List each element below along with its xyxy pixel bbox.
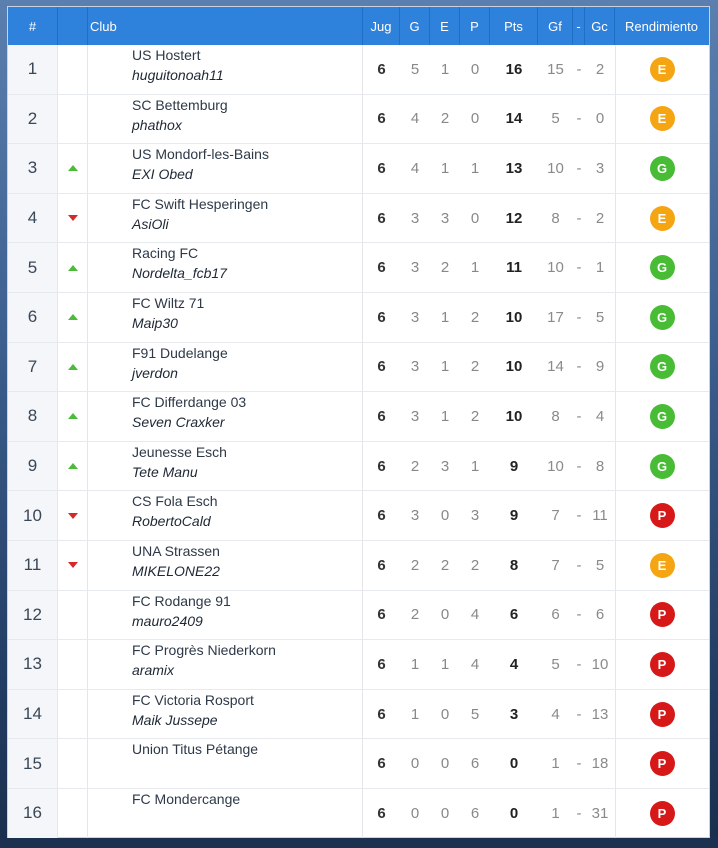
row-points: 12 [505,209,523,227]
performance-badge: G [650,156,675,181]
row-performance [615,293,708,342]
row-club[interactable] [88,293,363,342]
row-position: 12 [8,591,58,640]
row-performance [615,442,708,491]
performance-badge: G [650,454,675,479]
row-points: 13 [505,159,523,177]
club-name[interactable]: FC Victoria Rosport [132,691,254,708]
row-won: 5 [410,60,420,78]
manager-name[interactable]: MIKELONE22 [132,562,220,579]
row-separator: - [576,259,582,277]
row-lost: 1 [470,159,480,177]
header-performance[interactable]: Rendimiento [625,18,698,34]
row-lost: 0 [470,110,480,128]
row-goals-against: 18 [591,755,609,773]
row-goals-against: 31 [591,804,609,822]
row-trend [58,45,88,94]
performance-badge: P [650,503,675,528]
row-points: 9 [509,507,519,525]
row-won: 3 [410,407,420,425]
row-lost: 6 [470,755,480,773]
row-trend [58,541,88,590]
club-name[interactable]: FC Wiltz 71 [132,294,205,311]
performance-badge: P [650,652,675,677]
row-club[interactable] [88,194,363,243]
row-club[interactable] [88,95,363,144]
row-goals-for: 8 [551,209,560,227]
row-points: 0 [509,755,519,773]
manager-name[interactable]: Maik Jussepe [132,711,218,728]
row-goals-for: 1 [551,755,560,773]
manager-name[interactable]: aramix [132,662,175,679]
row-goals-for: 7 [551,507,560,525]
row-position: 11 [8,541,58,590]
header-won[interactable]: G [400,7,430,45]
row-points: 14 [505,110,523,128]
row-drawn: 2 [440,259,450,277]
manager-name[interactable]: RobertoCald [132,513,211,530]
footer-strip [0,838,718,848]
manager-name[interactable]: Maip30 [132,314,178,331]
row-trend [58,243,88,292]
performance-badge: G [650,255,675,280]
table-row[interactable] [8,541,709,591]
row-points: 0 [509,804,519,822]
row-points: 4 [509,655,519,673]
row-trend [58,640,88,689]
row-club[interactable] [88,690,363,739]
trend-up-icon [68,463,78,469]
row-played: 6 [377,507,386,525]
table-row[interactable] [8,591,709,641]
table-body [8,45,709,839]
table-row[interactable] [8,640,709,690]
row-goals-against: 9 [595,358,605,376]
row-separator: - [576,308,582,326]
row-separator: - [576,60,582,78]
trend-down-icon [68,562,78,568]
row-position: 7 [8,343,58,392]
performance-badge: P [650,751,675,776]
row-separator: - [576,705,582,723]
row-goals-against: 5 [595,556,605,574]
row-points: 6 [509,606,519,624]
club-name[interactable]: SC Bettemburg [132,96,228,113]
row-lost: 3 [470,507,480,525]
trend-up-icon [68,364,78,370]
row-position: 4 [8,194,58,243]
row-performance [615,640,708,689]
header-separator: - [573,7,585,45]
row-club[interactable] [88,591,363,640]
row-drawn: 1 [440,358,450,376]
row-separator: - [576,507,582,525]
row-performance [615,690,708,739]
row-separator: - [576,209,582,227]
row-performance [615,392,708,441]
row-separator: - [576,457,582,475]
table-row[interactable] [8,491,709,541]
row-position: 8 [8,392,58,441]
performance-badge: E [650,106,675,131]
row-drawn: 3 [440,457,450,475]
header-points[interactable]: Pts [490,7,538,45]
row-position: 9 [8,442,58,491]
manager-name[interactable]: Seven Craxker [132,414,225,431]
performance-badge: P [650,702,675,727]
row-position: 16 [8,789,58,838]
row-separator: - [576,358,582,376]
row-won: 3 [410,259,420,277]
club-name[interactable]: UNA Strassen [132,542,220,559]
header-goals-against[interactable]: Gc [585,7,615,45]
club-name[interactable]: FC Differdange 03 [132,394,247,411]
row-lost: 4 [470,655,480,673]
row-drawn: 1 [440,308,450,326]
table-row[interactable] [8,243,709,293]
row-trend [58,591,88,640]
club-name[interactable]: Union Titus Pétange [132,741,259,758]
row-played: 6 [377,259,386,277]
club-name[interactable]: CS Fola Esch [132,493,218,510]
manager-name[interactable]: Tete Manu [132,463,198,480]
header-goals-for[interactable]: Gf [538,7,573,45]
row-drawn: 0 [440,755,450,773]
row-club[interactable] [88,343,363,392]
row-performance [615,789,708,838]
row-goals-against: 2 [595,60,605,78]
row-lost: 2 [470,308,480,326]
row-goals-for: 14 [547,358,564,376]
row-points: 10 [505,308,523,326]
row-position: 2 [8,95,58,144]
row-goals-against: 6 [595,606,605,624]
row-drawn: 0 [440,705,450,723]
table-header [8,7,709,45]
row-goals-for: 15 [547,60,564,78]
row-played: 6 [377,60,386,78]
header-club[interactable]: Club [88,7,363,45]
row-drawn: 0 [440,606,450,624]
row-won: 2 [410,606,420,624]
row-performance [615,739,708,788]
manager-name[interactable]: phathox [132,116,182,133]
row-drawn: 0 [440,804,450,822]
row-points: 16 [505,60,523,78]
row-drawn: 0 [440,507,450,525]
row-performance [615,45,708,94]
row-won: 4 [410,159,420,177]
manager-name[interactable]: mauro2409 [132,612,203,629]
row-played: 6 [377,655,386,673]
club-name[interactable]: FC Progrès Niederkorn [132,642,276,659]
standings-table [7,6,710,838]
row-goals-against: 0 [595,110,605,128]
row-position: 14 [8,690,58,739]
trend-up-icon [68,413,78,419]
row-goals-for: 8 [551,407,560,425]
row-won: 0 [410,755,420,773]
row-goals-against: 8 [595,457,605,475]
row-goals-against: 1 [595,259,605,277]
row-goals-against: 4 [595,407,605,425]
row-lost: 2 [470,407,480,425]
row-played: 6 [377,606,386,624]
row-points: 8 [509,556,519,574]
row-played: 6 [377,159,386,177]
header-lost[interactable]: P [460,7,490,45]
manager-name[interactable]: huguitonoah11 [132,67,224,83]
row-goals-for: 1 [551,804,560,822]
row-lost: 1 [470,457,480,475]
row-goals-for: 5 [551,655,560,673]
row-played: 6 [377,110,386,128]
row-performance [615,194,708,243]
row-played: 6 [377,755,386,773]
header-trend [58,7,88,45]
row-won: 3 [410,358,420,376]
row-separator: - [576,556,582,574]
row-played: 6 [377,804,386,822]
club-name[interactable]: US Hostert [132,47,201,63]
row-drawn: 1 [440,655,450,673]
row-goals-for: 10 [547,259,564,277]
row-performance [615,243,708,292]
row-points: 10 [505,407,523,425]
row-goals-against: 5 [595,308,605,326]
table-row[interactable] [8,144,709,194]
row-played: 6 [377,308,386,326]
table-row[interactable] [8,789,709,839]
trend-up-icon [68,314,78,320]
row-drawn: 2 [440,556,450,574]
row-position: 10 [8,491,58,540]
trend-down-icon [68,215,78,221]
row-drawn: 3 [440,209,450,227]
table-row[interactable] [8,194,709,244]
row-goals-for: 6 [551,606,560,624]
performance-badge: P [650,801,675,826]
row-goals-for: 5 [551,110,560,128]
row-lost: 1 [470,259,480,277]
row-won: 3 [410,308,420,326]
row-played: 6 [377,457,386,475]
club-name[interactable]: Racing FC [132,245,199,262]
table-row[interactable] [8,45,709,95]
manager-name[interactable]: AsiOli [132,215,169,232]
table-row[interactable] [8,392,709,442]
row-trend [58,491,88,540]
row-club[interactable] [88,442,363,491]
row-trend [58,343,88,392]
row-club[interactable] [88,144,363,193]
table-row[interactable] [8,293,709,343]
row-separator: - [576,407,582,425]
row-position: 6 [8,293,58,342]
trend-up-icon [68,165,78,171]
row-lost: 0 [470,209,480,227]
row-goals-against: 11 [592,507,608,525]
row-lost: 2 [470,556,480,574]
row-won: 2 [410,457,420,475]
table-row[interactable] [8,442,709,492]
row-performance [615,144,708,193]
row-position: 3 [8,144,58,193]
row-goals-for: 7 [551,556,560,574]
club-name[interactable]: FC Rodange 91 [132,592,231,609]
table-row[interactable] [8,690,709,740]
club-name[interactable]: FC Swift Hesperingen [132,195,269,212]
header-position[interactable]: # [8,7,58,45]
row-lost: 6 [470,804,480,822]
row-trend [58,442,88,491]
row-trend [58,293,88,342]
trend-up-icon [68,265,78,271]
row-trend [58,95,88,144]
club-name[interactable]: FC Mondercange [132,790,241,807]
row-performance [615,491,708,540]
row-separator: - [576,755,582,773]
row-drawn: 1 [440,159,450,177]
row-won: 1 [410,705,420,723]
row-club[interactable] [88,541,363,590]
row-trend [58,392,88,441]
row-trend [58,194,88,243]
row-lost: 5 [470,705,480,723]
row-separator: - [576,804,582,822]
row-goals-for: 4 [551,705,560,723]
row-goals-against: 10 [591,655,609,673]
row-separator: - [576,110,582,128]
row-played: 6 [377,358,386,376]
row-club[interactable] [88,640,363,689]
row-club[interactable] [88,491,363,540]
row-goals-for: 17 [547,308,564,326]
row-drawn: 1 [440,407,450,425]
row-position: 15 [8,739,58,788]
row-trend [58,789,88,838]
row-played: 6 [377,209,386,227]
row-separator: - [576,655,582,673]
row-played: 6 [377,407,386,425]
row-trend [58,739,88,788]
row-points: 3 [509,705,519,723]
row-club[interactable] [88,392,363,441]
row-club[interactable] [88,45,363,94]
table-row[interactable] [8,739,709,789]
performance-badge: G [650,404,675,429]
trend-down-icon [68,513,78,519]
row-played: 6 [377,705,386,723]
row-points: 10 [505,358,523,376]
club-name[interactable]: F91 Dudelange [132,344,228,361]
row-lost: 2 [470,358,480,376]
row-goals-against: 2 [595,209,605,227]
row-goals-for: 10 [547,159,564,177]
row-goals-against: 3 [595,159,605,177]
table-row[interactable] [8,343,709,393]
row-lost: 4 [470,606,480,624]
club-name[interactable]: US Mondorf-les-Bains [132,146,269,163]
row-won: 2 [410,556,420,574]
row-points: 9 [509,457,519,475]
performance-badge: G [650,354,675,379]
row-position: 13 [8,640,58,689]
row-lost: 0 [470,60,480,78]
row-position: 5 [8,243,58,292]
header-played[interactable]: Jug [363,7,400,45]
row-won: 4 [410,110,420,128]
row-goals-against: 13 [591,705,609,723]
row-position: 1 [8,45,58,94]
row-performance [615,541,708,590]
table-row[interactable] [8,95,709,145]
row-performance [615,343,708,392]
row-goals-for: 10 [547,457,564,475]
manager-name[interactable]: EXI Obed [132,166,193,183]
manager-name[interactable]: Nordelta_fcb17 [132,265,227,282]
row-separator: - [576,606,582,624]
row-won: 1 [410,655,420,673]
header-drawn[interactable]: E [430,7,460,45]
row-separator: - [576,159,582,177]
row-points: 11 [506,259,522,277]
performance-badge: E [650,553,675,578]
manager-name[interactable]: jverdon [132,364,178,381]
row-won: 3 [410,209,420,227]
row-played: 6 [377,556,386,574]
performance-badge: G [650,305,675,330]
row-club[interactable] [88,789,363,838]
row-drawn: 2 [440,110,450,128]
row-club[interactable] [88,739,363,788]
row-drawn: 1 [440,60,450,78]
performance-badge: P [650,602,675,627]
row-club[interactable] [88,243,363,292]
row-won: 0 [410,804,420,822]
row-trend [58,144,88,193]
row-won: 3 [410,507,420,525]
row-trend [58,690,88,739]
row-performance [615,95,708,144]
performance-badge: E [650,206,675,231]
club-name[interactable]: Jeunesse Esch [132,443,227,460]
performance-badge: E [650,57,675,82]
row-performance [615,591,708,640]
